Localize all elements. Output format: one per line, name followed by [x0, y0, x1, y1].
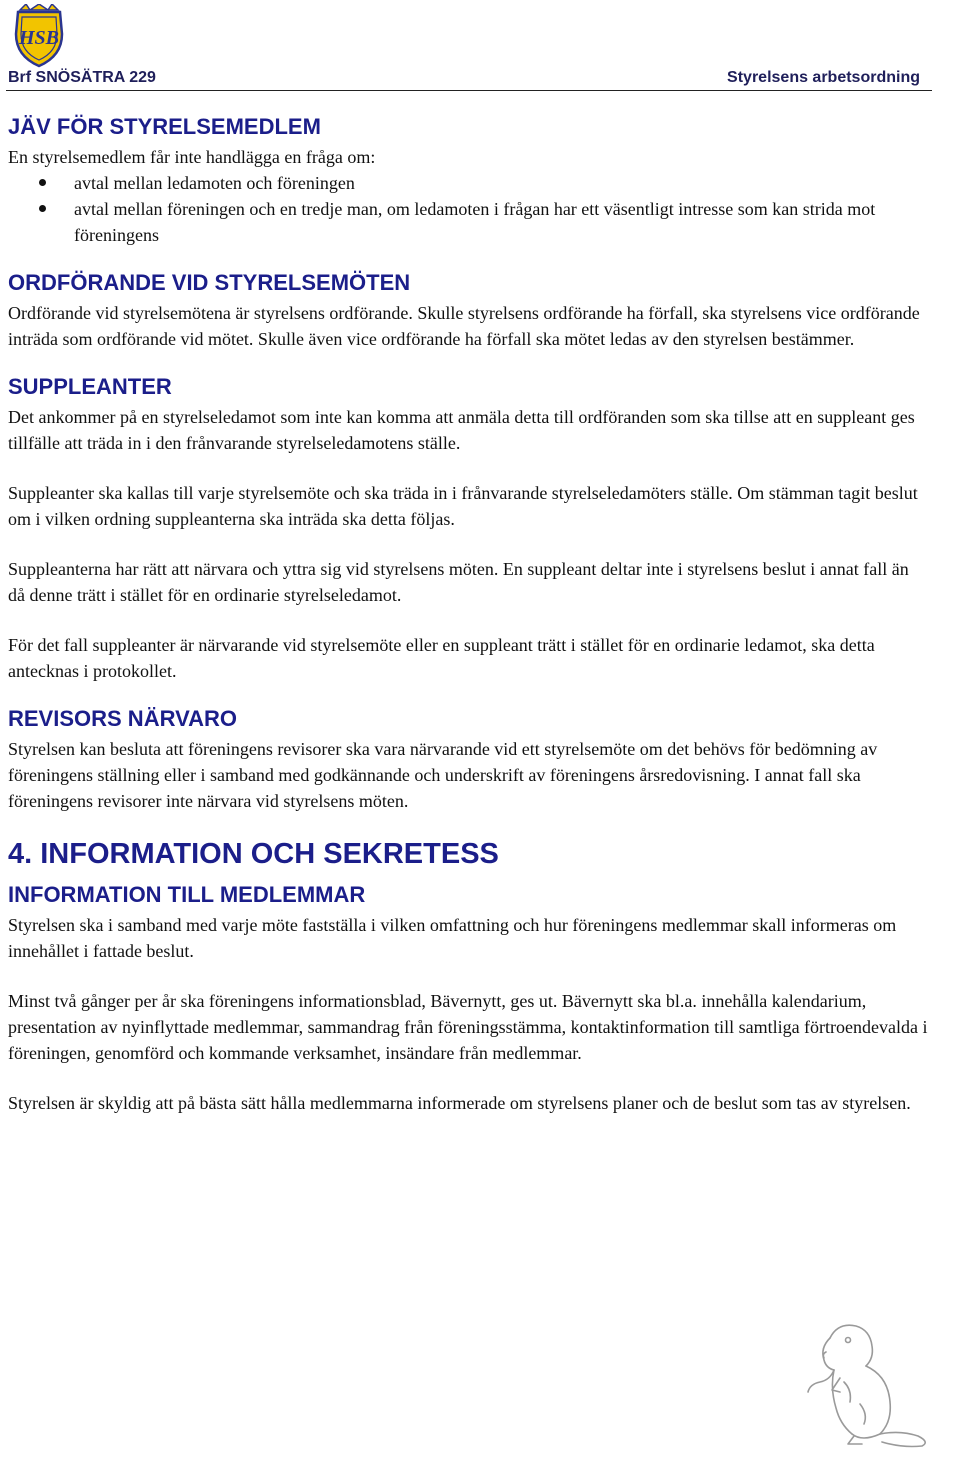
chapter-4 [8, 834, 928, 874]
section-heading: INFORMATION TILL MEDLEMMAR [8, 882, 366, 907]
list-item-text: avtal mellan ledamoten och föreningen [74, 173, 355, 193]
paragraph: En styrelsemedlem får inte handlägga en fråga om: [8, 147, 376, 167]
bullet-icon [39, 205, 46, 212]
hsb-logo [6, 4, 72, 68]
header-divider [6, 90, 932, 91]
section-information [8, 880, 928, 1116]
section-heading: ORDFÖRANDE VID STYRELSEMÖTEN [8, 270, 411, 295]
paragraph: Styrelsen kan besluta att föreningens revisorer ska vara närvarande vid ett styrelsemöte om det behövs för bedömning av föreningens ställning eller i samband med godkännande och underskrift av föreningens årsredovisning. I annat fall ska föreningens revisorer inte närvara vid styrelsens möten. [8, 739, 878, 811]
chapter-heading: 4. INFORMATION OCH SEKRETESS [8, 838, 499, 870]
section-heading: REVISORS NÄRVARO [8, 706, 238, 731]
section-jav [8, 112, 928, 248]
paragraph: Det ankommer på en styrelseledamot som inte kan komma att anmäla detta till ordföranden som ska tillse att en suppleant ges tillfälle att träda in i den frånvarande styrelseledamotens ställe. [8, 407, 915, 453]
list-item [8, 196, 928, 248]
bullet-icon [39, 179, 46, 186]
section-heading: SUPPLEANTER [8, 374, 172, 399]
section-heading: JÄV FÖR STYRELSEMEDLEM [8, 114, 321, 139]
section-revisors [8, 704, 928, 814]
bullet-list [8, 170, 928, 248]
paragraph: Minst två gånger per år ska föreningens informationsblad, Bävernytt, ges ut. Bävernytt ska bl.a. innehålla kalendarium, presentation av nyinflyttade medlemmar, sammandrag från föreningsstämma, kontaktinformation till samtliga förtroendevalda i föreningen, genomförd och kommande verksamhet, insändare från medlemmar. [8, 991, 928, 1063]
section-suppleanter [8, 372, 928, 684]
beaver-illustration [790, 1318, 940, 1448]
paragraph: Styrelsen är skyldig att på bästa sätt hålla medlemmarna informerade om styrelsens planer och de beslut som tas av styrelsen. [8, 1093, 911, 1113]
list-item-text: avtal mellan föreningen och en tredje man, om ledamoten i frågan har ett väsentligt intresse som kan strida mot föreningens [74, 199, 876, 245]
paragraph: Ordförande vid styrelsemötena är styrelsens ordförande. Skulle styrelsens ordförande ha förfall, ska styrelsens vice ordförande inträda som ordförande vid mötet. Skulle även vice ordförande ha förfall ska mötet ledas av den styrelsen bestämmer. [8, 303, 920, 349]
document-body [8, 112, 928, 1116]
logo-text: HSB [18, 27, 60, 49]
paragraph: För det fall suppleanter är närvarande vid styrelsemöte eller en suppleant trätt i stället för en ordinarie ledamot, ska detta antecknas i protokollet. [8, 635, 875, 681]
document-title: Styrelsens arbetsordning [727, 69, 920, 86]
section-ordforande [8, 268, 928, 352]
paragraph: Styrelsen ska i samband med varje möte fastställa i vilken omfattning och hur föreningens medlemmar skall informeras om innehållet i fattade beslut. [8, 915, 897, 961]
paragraph: Suppleanterna har rätt att närvara och yttra sig vid styrelsens möten. En suppleant deltar inte i styrelsens beslut i annat fall än då denne trätt i stället för en ordinarie styrelseledamot. [8, 559, 909, 605]
paragraph: Suppleanter ska kallas till varje styrelsemöte och ska träda in i frånvarande styrelseledamöters ställe. Om stämman tagit beslut om i vilken ordning suppleanterna ska inträda ska detta följas. [8, 483, 918, 529]
list-item [8, 170, 928, 196]
organization-name: Brf SNÖSÄTRA 229 [8, 69, 156, 86]
